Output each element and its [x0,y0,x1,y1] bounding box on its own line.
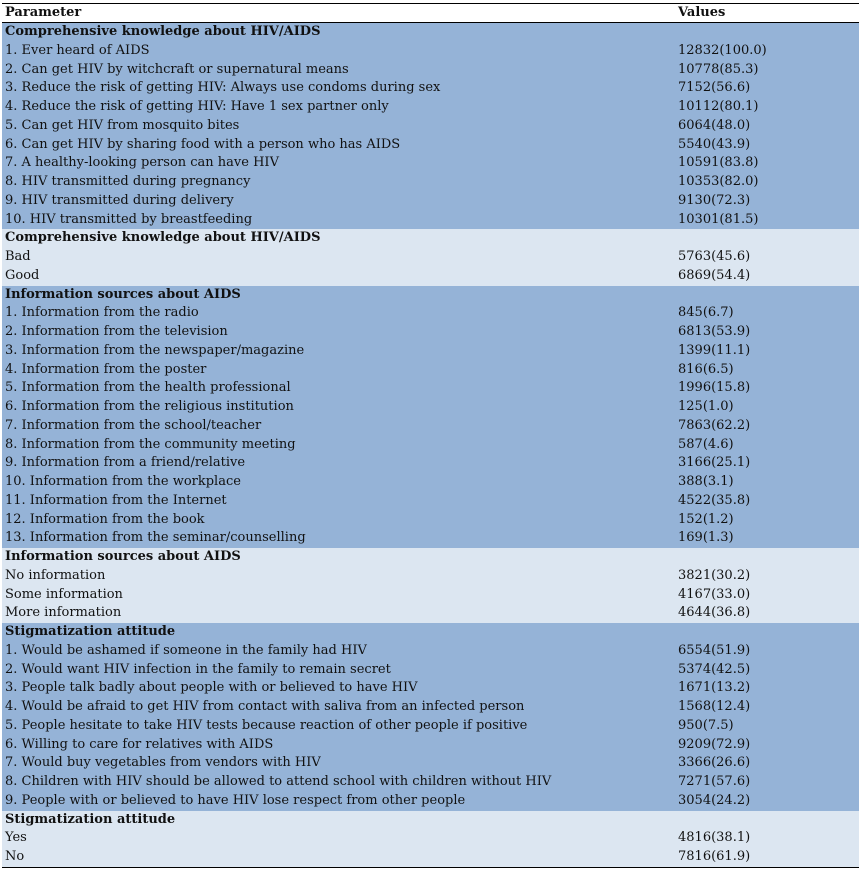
parameter-cell: 11. Information from the Internet [5,492,227,508]
section-title-row [2,23,859,42]
parameter-cell: More information [5,605,122,621]
section-title-value-cell [674,623,859,642]
table-row [2,154,859,173]
section-title: Information sources about AIDS [5,286,241,302]
table-row [2,792,859,811]
parameter-cell: 7. Would buy vegetables from vendors with HIV [5,755,321,771]
table-row [2,454,859,473]
table-row [2,79,859,98]
value-cell: 10301(81.5) [678,211,759,227]
table-row [2,248,859,267]
section-title-row [2,811,859,830]
table-row [2,323,859,342]
header-parameter: Parameter [5,5,82,20]
parameter-cell: 8. Children with HIV should be allowed to attend school with children without HIV [5,774,552,789]
value-cell: 7816(61.9) [678,849,751,864]
value-cell: 9130(72.3) [678,192,751,208]
value-cell: 4167(33.0) [678,586,751,602]
table-row [2,342,859,361]
table-row [2,361,859,380]
value-cell: 4644(36.8) [678,605,751,621]
table-row [2,42,859,61]
parameter-cell: Bad [5,249,31,264]
parameter-cell: 9. HIV transmitted during delivery [5,192,234,208]
value-cell: 6554(51.9) [678,642,751,658]
value-cell: 845(6.7) [678,305,734,321]
value-cell: 1568(12.4) [678,699,751,714]
table-row [2,754,859,773]
value-cell: 5763(45.6) [678,249,751,264]
parameter-cell: 13. Information from the seminar/counselling [5,530,306,546]
table-row [2,717,859,736]
parameter-cell: 3. Reduce the risk of getting HIV: Always use condoms during sex [5,80,441,96]
section-title-row [2,623,859,642]
parameter-cell: 3. People talk badly about people with or believed to have HIV [5,680,418,696]
value-cell: 125(1.0) [678,399,734,414]
parameter-cell: 2. Would want HIV infection in the family to remain secret [5,661,391,677]
parameter-cell: 5. Information from the health professional [5,380,291,396]
parameter-cell: Some information [5,586,123,602]
parameter-cell: 9. Information from a friend/relative [5,455,246,471]
value-cell: 7152(56.6) [678,80,751,96]
value-cell: 152(1.2) [678,511,734,527]
table-row [2,529,859,548]
table-row [2,136,859,155]
table-row [2,436,859,455]
table-body [2,23,859,867]
value-cell: 169(1.3) [678,530,734,546]
value-cell: 3054(24.2) [678,792,751,808]
value-cell: 587(4.6) [678,436,734,452]
value-cell: 5374(42.5) [678,661,751,677]
table-row [2,192,859,211]
section-title-row [2,229,859,248]
parameter-cell: 5. Can get HIV from mosquito bites [5,117,240,133]
value-cell: 10778(85.3) [678,61,759,77]
value-cell: 7271(57.6) [678,774,751,789]
parameter-cell: 6. Information from the religious institution [5,399,294,414]
table-header [2,4,859,23]
table-row [2,829,859,848]
value-cell: 10591(83.8) [678,155,759,171]
value-cell: 1399(11.1) [678,342,751,358]
parameter-cell: 1. Information from the radio [5,305,199,321]
value-cell: 9209(72.9) [678,736,751,752]
parameter-cell: No [5,849,25,864]
parameter-cell: 4. Information from the poster [5,361,207,377]
value-cell: 12832(100.0) [678,42,767,58]
parameter-cell: 9. People with or believed to have HIV lose respect from other people [5,792,466,808]
table-row [2,398,859,417]
table-row [2,848,859,867]
parameter-cell: 10. Information from the workplace [5,474,241,489]
table-row [2,417,859,436]
value-cell: 1996(15.8) [678,380,751,396]
parameter-cell: 7. Information from the school/teacher [5,417,262,433]
parameter-cell: Good [5,267,40,283]
parameter-cell: 5. People hesitate to take HIV tests because reaction of other people if positive [5,717,528,733]
section-title-row [2,286,859,305]
table-row [2,98,859,117]
value-cell: 3166(25.1) [678,455,751,471]
table-row [2,698,859,717]
table-row [2,267,859,286]
parameter-cell: 8. Information from the community meeting [5,436,296,452]
table-row [2,492,859,511]
parameter-cell: 8. HIV transmitted during pregnancy [5,174,251,189]
section-title-value-cell [674,548,859,567]
section-title-value-cell [674,286,859,305]
value-cell: 4816(38.1) [678,830,751,846]
parameter-cell: 6. Can get HIV by sharing food with a person who has AIDS [5,136,401,152]
section-title: Stigmatization attitude [5,624,176,639]
table-row [2,473,859,492]
table-row [2,304,859,323]
table-row [2,511,859,530]
table-row [2,736,859,755]
value-cell: 816(6.5) [678,361,734,377]
parameter-cell: 7. A healthy-looking person can have HIV [5,155,279,171]
table-row [2,61,859,80]
parameter-cell: 4. Would be afraid to get HIV from contact with saliva from an infected person [5,699,525,714]
section-title-value-cell [674,23,859,42]
parameter-cell: 3. Information from the newspaper/magazine [5,342,305,358]
table-row [2,661,859,680]
value-cell: 388(3.1) [678,474,734,489]
value-cell: 1671(13.2) [678,680,751,696]
table-row [2,211,859,230]
parameter-cell: 1. Ever heard of AIDS [5,42,150,58]
section-title-row [2,548,859,567]
parameter-cell: No information [5,567,106,583]
table-row [2,642,859,661]
parameter-cell: 6. Willing to care for relatives with AIDS [5,736,274,752]
value-cell: 6869(54.4) [678,267,751,283]
value-cell: 4522(35.8) [678,492,751,508]
table-row [2,173,859,192]
parameter-cell: Yes [5,830,27,846]
table-row [2,567,859,586]
section-title: Stigmatization attitude [5,811,176,827]
section-title-value-cell [674,811,859,830]
parameter-cell: 2. Can get HIV by witchcraft or supernatural means [5,61,349,77]
parameter-cell: 10. HIV transmitted by breastfeeding [5,211,253,227]
table-row [2,117,859,136]
table-row [2,773,859,792]
value-cell: 3821(30.2) [678,567,751,583]
value-cell: 5540(43.9) [678,136,751,152]
parameter-cell: 2. Information from the television [5,324,228,339]
value-cell: 10353(82.0) [678,174,759,189]
value-cell: 7863(62.2) [678,417,751,433]
table-row [2,679,859,698]
parameter-cell: 1. Would be ashamed if someone in the family had HIV [5,642,367,658]
header-values: Values [678,5,726,20]
data-table [2,3,859,868]
section-title: Information sources about AIDS [5,549,241,564]
value-cell: 6064(48.0) [678,117,751,133]
value-cell: 950(7.5) [678,717,734,733]
parameter-cell: 12. Information from the book [5,511,205,527]
table-row [2,604,859,623]
table-row [2,379,859,398]
section-title-value-cell [674,229,859,248]
table-row [2,586,859,605]
value-cell: 6813(53.9) [678,324,751,339]
value-cell: 10112(80.1) [678,99,759,114]
section-title: Comprehensive knowledge about HIV/AIDS [5,230,321,246]
parameter-cell: 4. Reduce the risk of getting HIV: Have 1 sex partner only [5,99,389,114]
section-title: Comprehensive knowledge about HIV/AIDS [5,24,321,39]
value-cell: 3366(26.6) [678,755,751,771]
